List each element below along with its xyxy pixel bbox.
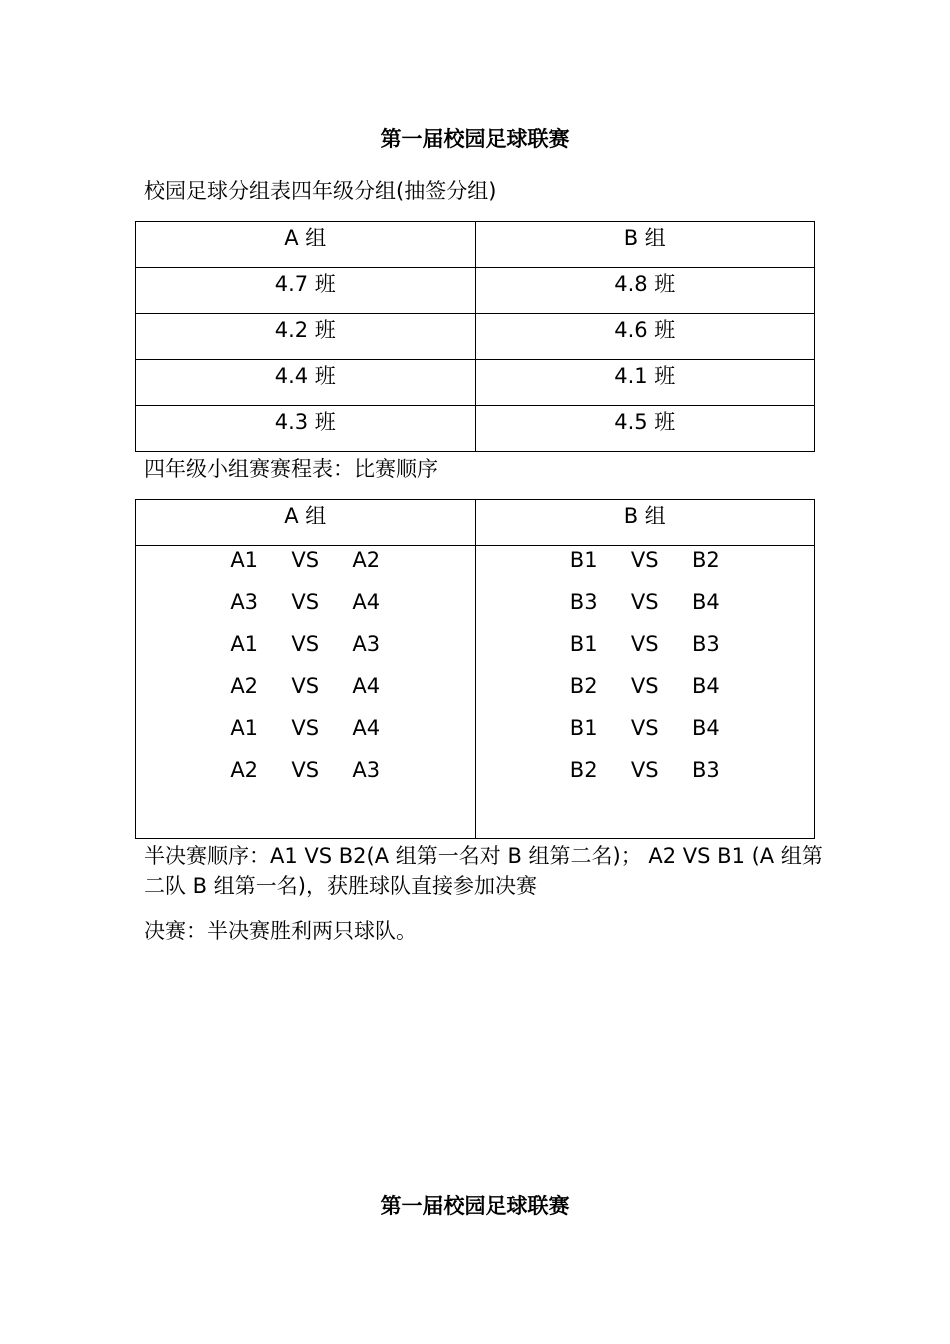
group-a-class: 4.3 班 — [136, 406, 476, 452]
table-row — [136, 314, 815, 360]
match-item: A2 VS A4 — [230, 674, 381, 698]
group-a-class: 4.2 班 — [136, 314, 476, 360]
match-item: A1 VS A3 — [230, 632, 381, 656]
group-a-matches — [136, 546, 476, 839]
grouping-table — [135, 221, 815, 452]
match-item: B1 VS B4 — [569, 716, 720, 740]
footer-title: 第一届校园足球联赛 — [380, 1194, 570, 1218]
match-item: A3 VS A4 — [230, 590, 381, 614]
table-row — [136, 360, 815, 406]
table-row — [136, 268, 815, 314]
group-a-class: 4.7 班 — [136, 268, 476, 314]
page-title: 第一届校园足球联赛 — [380, 127, 570, 151]
table-header-row — [136, 222, 815, 268]
group-b-class: 4.6 班 — [475, 314, 815, 360]
schedule-heading: 四年级小组赛赛程表：比赛顺序 — [144, 457, 438, 481]
match-item: B1 VS B3 — [569, 632, 720, 656]
group-b-matches — [475, 546, 815, 839]
group-a-header: A 组 — [136, 222, 476, 268]
table-header-row — [136, 500, 815, 546]
match-item: A1 VS A2 — [230, 548, 381, 572]
group-b-header: B 组 — [475, 500, 815, 546]
table-row — [136, 406, 815, 452]
grouping-heading: 校园足球分组表四年级分组(抽签分组) — [144, 179, 497, 203]
match-item: A1 VS A4 — [230, 716, 381, 740]
match-item: B2 VS B4 — [569, 674, 720, 698]
group-b-class: 4.1 班 — [475, 360, 815, 406]
group-b-class: 4.8 班 — [475, 268, 815, 314]
match-item: B2 VS B3 — [569, 758, 720, 782]
match-item: B1 VS B2 — [569, 548, 720, 572]
group-a-header: A 组 — [136, 500, 476, 546]
group-b-class: 4.5 班 — [475, 406, 815, 452]
final-text: 决赛：半决赛胜利两只球队。 — [144, 919, 417, 943]
schedule-table — [135, 499, 815, 839]
group-b-header: B 组 — [475, 222, 815, 268]
match-item: A2 VS A3 — [230, 758, 381, 782]
match-item: B3 VS B4 — [569, 590, 720, 614]
semifinal-text: 半决赛顺序：A1 VS B2(A 组第一名对 B 组第二名)； A2 VS B1 (A 组第二队 B 组第一名)，获胜球队直接参加决赛 — [144, 844, 823, 898]
group-a-class: 4.4 班 — [136, 360, 476, 406]
table-row — [136, 546, 815, 839]
